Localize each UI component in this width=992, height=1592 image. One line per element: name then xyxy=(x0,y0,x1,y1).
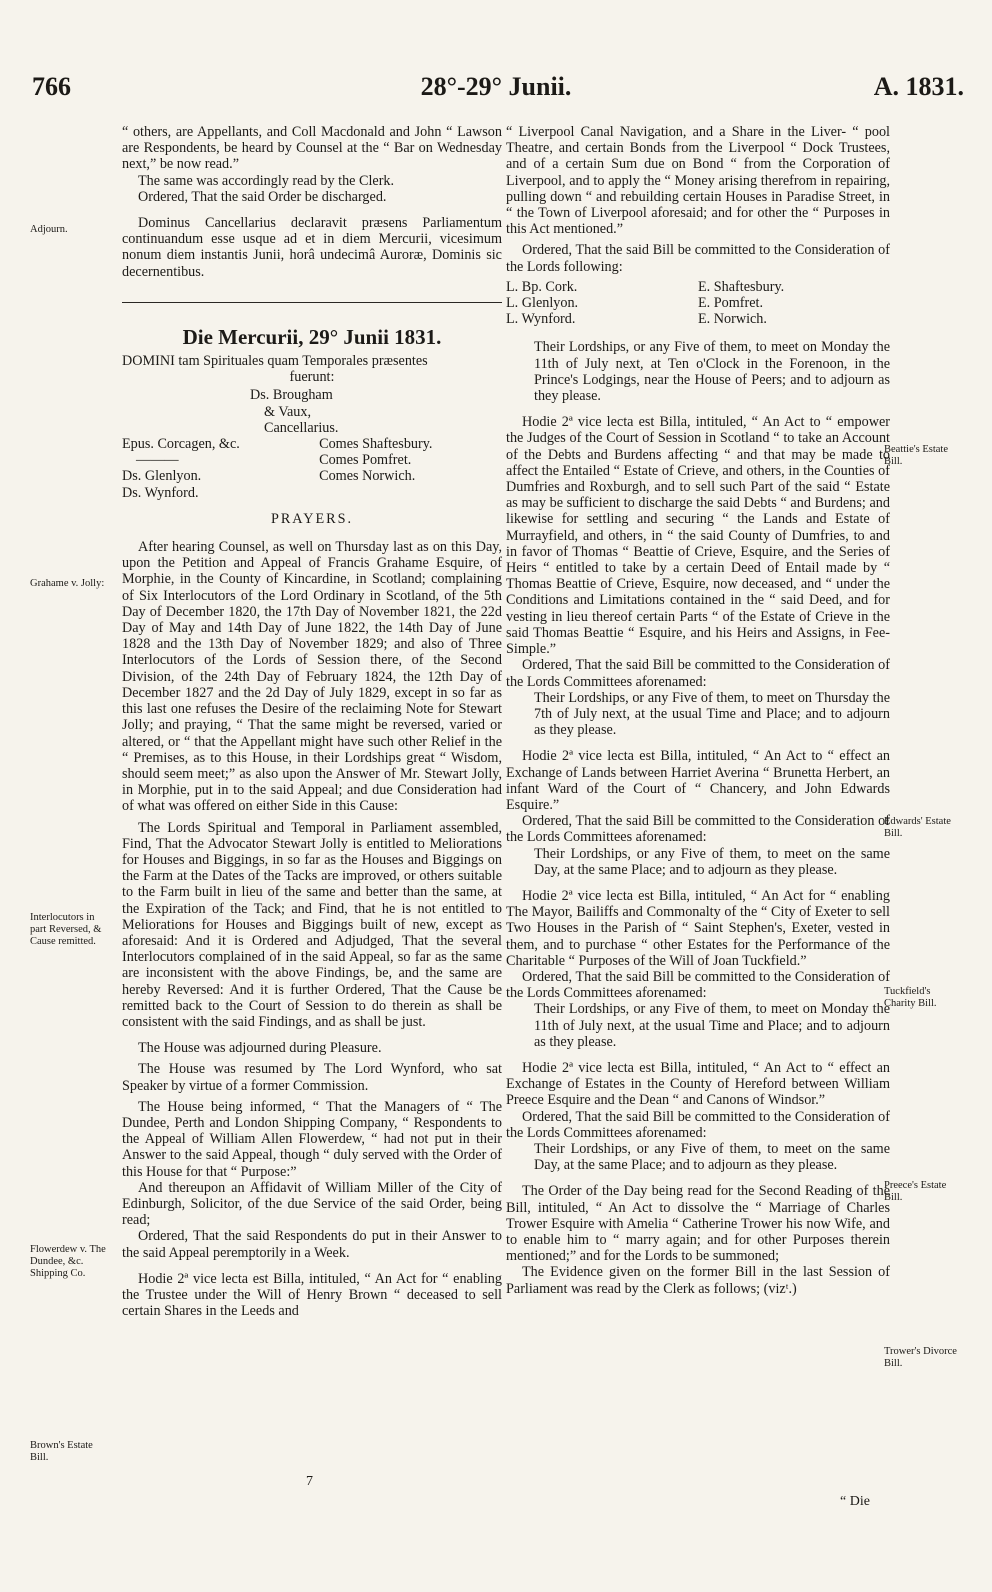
lord-name: Comes Norwich. xyxy=(319,468,416,485)
paragraph: Ordered, That the said Bill be committed to the Consideration of the Lords Committees aforenamed: xyxy=(506,657,890,690)
section-divider xyxy=(122,302,502,303)
paragraph: The Evidence given on the former Bill in the last Session of Parliament was read by the Clerk as follows; (vizᵗ.) xyxy=(506,1264,890,1297)
page-header xyxy=(28,72,964,112)
prayers-heading: PRAYERS. xyxy=(270,510,354,527)
lord-name: Ds. Wynford. xyxy=(122,484,199,501)
committee-lord: L. Wynford. xyxy=(506,311,576,328)
paragraph: The Lords Spiritual and Temporal in Parliament assembled, Find, That the Advocator Stewart Jolly is entitled to Meliorations for Houses and Biggings, in so far as the Houses and Biggings on the Farm at the Dates of the Tacks are improved, or others suitable to the Farm built in lieu of the same and better than the same, at the Expiration of the Tack; and Find, that he is not entitled to Meliorations for Houses and Biggings built of new, except as aforesaid: And it is Ordered and Adjudged, That the several Interlocutors complained of in the said Appeal, so far as the same are inconsistent with the above Findings, be, and the same are hereby Reversed: And it is further Ordered, That the Cause be remitted back to the Court of Session to do therein as shall be consistent with the said Findings, and as shall be just. xyxy=(122,819,502,1030)
signature-mark: 7 xyxy=(306,1474,313,1489)
paragraph: And thereupon an Affidavit of William Miller of the City of Edinburgh, Solicitor, of the due Service of the said Order, being read; xyxy=(122,1179,502,1229)
right-column xyxy=(506,124,890,1297)
margin-note-preece: Preece's Estate Bill. xyxy=(884,1180,947,1203)
domini-line: DOMINI tam Spirituales quam Temporales præsentes xyxy=(122,353,428,370)
committee-lord: L. Glenlyon. xyxy=(506,295,579,312)
margin-note-trower: Trower's Divorce Bill. xyxy=(884,1346,957,1369)
lords-present-table xyxy=(122,436,502,501)
paragraph: Hodie 2ª vice lecta est Billa, intituled, “ An Act to “ empower the Judges of the Court of Session in Scotland “ to take an Account of the Debts and Burdens affecting “ and that may be made to affect the Entailed “ Estate of Crieve, and others, in the Counties of Dumfries and Roxburgh, and to sell such Part of the said “ Estate as may be sufficient to discharge the said Debts “ and Burdens; and likewise for settling and securing “ the Lands and Estate of Murrayfield, and others, in “ the said County of Dumfries, to and in favor of Thomas “ Beattie of Crieve, Esquire, and the Series of Heirs “ entitled to take by a certain Deed of Entail made by “ Thomas Beattie of Crieve, Esquire, now deceased, and “ under the Conditions and Limitations contained in the “ said Deed, and for vesting in lieu thereof certain Parts “ of the Estate of Crieve in the said Thomas Beattie “ Esquire, and his Heirs and Assigns, in Fee-Simple.” xyxy=(506,414,890,658)
paragraph: “ Liverpool Canal Navigation, and a Share in the Liver- “ pool Theatre, and certain Bonds from the Liverpool “ Dock Trustees, and of a certain Sum due on Bond “ from the Corporation of Liverpool, and to apply the “ Money arising therefrom in repairing, pulling down “ and rebuilding certain Houses in Paradise Street, in “ the Town of Liverpool aforesaid; and for other the “ Purposes in this Act mentioned.” xyxy=(506,124,890,238)
page-date: 28°-29° Junii. xyxy=(420,72,572,101)
paragraph: Their Lordships, or any Five of them, to meet on Monday the 11th of July next, at the usual Time and Place; and to adjourn as they please. xyxy=(534,1001,890,1050)
paragraph: After hearing Counsel, as well on Thursday last as on this Day, upon the Petition and Appeal of Francis Grahame Esquire, of Morphie, in the County of Kincardine, in Scotland; complaining of Six Interlocutors of the Lord Ordinary in Scotland, of the 5th Day of December 1820, the 17th Day of November 1821, the 22d Day of May and 14th Day of June 1822, the 14th Day of June 1828 and the 13th Day of November 1829; and also of Three Interlocutors of the Lords of Session there, of the Second Division, of the 24th Day of February 1824, the 12th Day of December 1827 and the 2d Day of July 1829, except in so far as this last one refuses the Desire of the reclaiming Note for Stewart Jolly; and praying, “ That the same might be reversed, varied or altered, or “ that the Appellant might have such other Relief in the “ Premises, as to this House, in their Lordships great “ Wisdom, should seem meet;” as also upon the Answer of Mr. Stewart Jolly, in Morphie, put in to the said Appeal; and due Consideration had of what was offered on either Side in this Cause: xyxy=(122,539,502,815)
lord-divider: ——— xyxy=(136,452,179,469)
day-title: Die Mercurii, 29° Junii 1831. xyxy=(182,324,442,349)
margin-note-brown: Brown's Estate Bill. xyxy=(30,1440,93,1463)
committee-lords-list xyxy=(506,279,890,328)
paragraph: Their Lordships, or any Five of them, to meet on the same Day, at the same Place; and to adjourn as they please. xyxy=(534,845,890,878)
paragraph: Their Lordships, or any Five of them, to meet on Thursday the 7th of July next, at the usual Time and Place; and to adjourn as they please. xyxy=(534,689,890,739)
paragraph: The House being informed, “ That the Managers of “ The Dundee, Perth and London Shipping Company, “ Respondents to the Appeal of William Allen Flowerdew, “ had not put in their Answer to the said Appeal, though “ duly served with the Order of this House for that “ Purpose:” xyxy=(122,1098,502,1180)
paragraph: Ordered, That the said Bill be committed to the Consideration of the Lords Committees aforenamed: xyxy=(506,968,890,1002)
chancellor-line: Ds. Brougham xyxy=(250,387,333,404)
lord-name: Ds. Glenlyon. xyxy=(122,468,202,485)
lord-name: Epus. Corcagen, &c. xyxy=(122,436,240,453)
margin-note-beattie: Beattie's Estate Bill. xyxy=(884,444,948,467)
page-year: A. 1831. xyxy=(873,72,964,101)
paragraph: Their Lordships, or any Five of them, to meet on the same Day, at the same Place; and to adjourn as they please. xyxy=(534,1140,890,1174)
left-column xyxy=(122,124,502,1319)
lord-name: Comes Pomfret. xyxy=(319,452,412,469)
committee-lord: E. Shaftesbury. xyxy=(698,278,785,295)
chancellor-line: Cancellarius. xyxy=(264,419,339,436)
margin-note-interlocutors: Interlocutors in part Reversed, & Cause remitted. xyxy=(30,912,102,947)
paragraph: Ordered, That the said Respondents do put in their Answer to the said Appeal peremptorily in a Week. xyxy=(122,1228,502,1261)
margin-note-edwards: Edwards' Estate Bill. xyxy=(884,816,951,839)
paragraph: “ others, are Appellants, and Coll Macdonald and John “ Lawson are Respondents, be heard by Counsel at the “ Bar on Wednesday next,” be now read.” xyxy=(122,124,502,173)
committee-lord: E. Pomfret. xyxy=(698,295,764,312)
catchword: “ Die xyxy=(840,1494,870,1509)
paragraph: Hodie 2ª vice lecta est Billa, intituled, “ An Act to “ effect an Exchange of Estates in the County of Hereford between William Preece Esquire and the Dean “ and Canons of Windsor.” xyxy=(506,1059,890,1109)
adjournment-paragraph: Dominus Cancellarius declaravit præsens Parliamentum continuandum esse usque ad et in diem Mercurii, vicesimum nonum diem instantis Junii, horâ undecimâ Auroræ, Dominis sic decernentibus. xyxy=(122,215,502,280)
margin-note-grahame: Grahame v. Jolly: xyxy=(30,578,105,589)
paragraph: Hodie 2ª vice lecta est Billa, intituled, “ An Act to “ effect an Exchange of Lands between Harriet Averina “ Brunetta Herbert, an infant Ward of the Court of “ Chancery, and John Edwards Esquire.” xyxy=(506,748,890,813)
paragraph: Hodie 2ª vice lecta est Billa, intituled, “ An Act for “ enabling the Trustee under the Will of Henry Brown “ deceased to sell certain Shares in the Leeds and xyxy=(122,1270,502,1320)
paragraph: The House was resumed by The Lord Wynford, who sat Speaker by virtue of a former Commission. xyxy=(122,1061,502,1094)
page-number: 766 xyxy=(32,72,71,101)
paragraph: The House was adjourned during Pleasure. xyxy=(138,1040,382,1057)
paragraph: Ordered, That the said Bill be committed to the Consideration of the Lords Committees aforenamed: xyxy=(506,813,890,846)
paragraph: The Order of the Day being read for the Second Reading of the Bill, intituled, “ An Act to dissolve the “ Marriage of Charles Trower Esquire with Amelia “ Catherine Trower his now Wife, and to enable him to “ marry again; and for other Purposes therein mentioned;” and for the Lords to be summoned; xyxy=(506,1183,890,1265)
lord-name: Comes Shaftesbury. xyxy=(319,436,433,453)
domini-line: fuerunt: xyxy=(289,369,335,386)
paragraph: Ordered, That the said Bill be committed to the Consideration of the Lords following: xyxy=(506,242,890,275)
paragraph: Their Lordships, or any Five of them, to meet on Monday the 11th of July next, at Ten o'Clock in the Forenoon, in the Prince's Lodgings, near the House of Peers; and to adjourn as they please. xyxy=(534,339,890,405)
margin-note-flowerdew: Flowerdew v. The Dundee, &c. Shipping Co. xyxy=(30,1244,106,1279)
paragraph: Ordered, That the said Bill be committed to the Consideration of the Lords Committees aforenamed: xyxy=(506,1108,890,1141)
paragraph: The same was accordingly read by the Clerk. xyxy=(138,172,395,189)
paragraph: Ordered, That the said Order be discharged. xyxy=(138,188,387,205)
committee-lord: E. Norwich. xyxy=(698,311,767,328)
chancellor-line: & Vaux, xyxy=(264,403,312,420)
paragraph: Hodie 2ª vice lecta est Billa, intituled, “ An Act for “ enabling The Mayor, Bailiffs and Commonalty of the “ City of Exeter to sell Two Houses in the Parish of “ Saint Stephen's, Exeter, vested in them, and to purchase “ other Estates for the Performance of the Charitable “ Purposes of the Will of Joan Tuckfield.” xyxy=(506,887,890,969)
chancellor-block xyxy=(250,387,502,436)
margin-note-tuckfield: Tuckfield's Charity Bill. xyxy=(884,986,937,1009)
margin-note-adjourn: Adjourn. xyxy=(30,224,68,235)
committee-lord: L. Bp. Cork. xyxy=(506,278,578,295)
